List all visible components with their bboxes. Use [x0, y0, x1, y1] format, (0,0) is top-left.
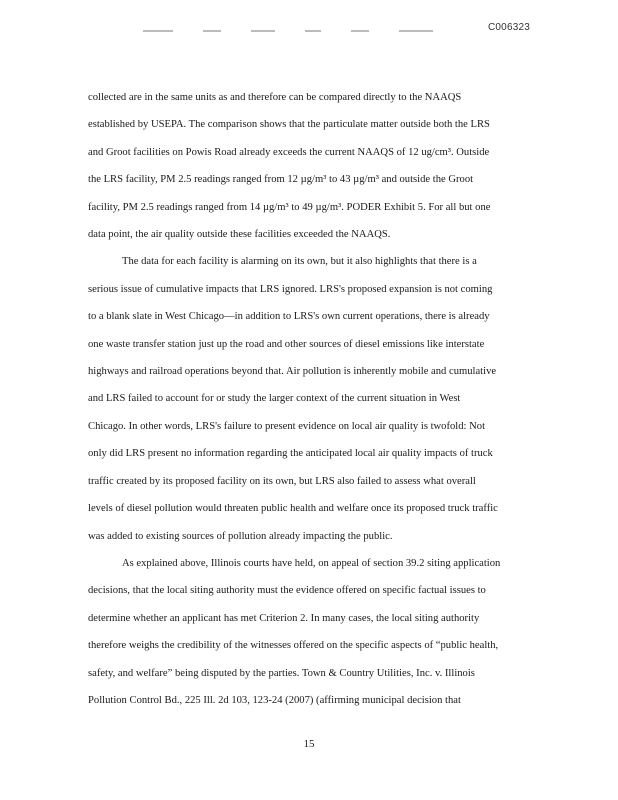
text-line: decisions, that the local siting authority must the evidence offered on specific factual issues to	[88, 585, 486, 597]
text-line: one waste transfer station just up the road and other sources of diesel emissions like interstate	[88, 338, 485, 350]
text-line: to a blank slate in West Chicago—in addition to LRS's own current operations, there is already	[88, 311, 490, 323]
header-mark	[143, 30, 173, 32]
text-line: determine whether an applicant has met Criterion 2. In many cases, the local siting authority	[88, 612, 480, 624]
header-mark	[251, 30, 275, 32]
document-body	[88, 84, 540, 714]
header-mark	[399, 30, 433, 32]
page-number: 15	[303, 738, 315, 750]
text-line: facility, PM 2.5 readings ranged from 14 µg/m³ to 49 µg/m³. PODER Exhibit 5. For all but one	[88, 201, 491, 213]
text-line: established by USEPA. The comparison shows that the particulate matter outside both the LRS	[88, 119, 490, 131]
text-line: and Groot facilities on Powis Road already exceeds the current NAAQS of 12 ug/cm³. Outside	[88, 146, 490, 158]
paragraph	[88, 550, 540, 714]
text-line: therefore weighs the credibility of the witnesses offered on the specific aspects of “public health,	[88, 640, 499, 652]
bates-number: C006323	[488, 22, 530, 33]
text-line: the LRS facility, PM 2.5 readings ranged from 12 µg/m³ to 43 µg/m³ and outside the Groot	[88, 174, 474, 186]
text-line: collected are in the same units as and therefore can be compared directly to the NAAQS	[88, 92, 462, 103]
text-line: only did LRS present no information regarding the anticipated local air quality impacts of truck	[88, 448, 493, 460]
text-line: As explained above, Illinois courts have held, on appeal of section 39.2 siting application	[122, 557, 501, 569]
text-line: serious issue of cumulative impacts that LRS ignored. LRS's proposed expansion is not coming	[88, 283, 493, 295]
paragraph	[88, 248, 540, 549]
paragraph	[88, 84, 540, 248]
text-line: highways and railroad operations beyond that. Air pollution is inherently mobile and cumulative	[88, 366, 497, 378]
text-line: Pollution Control Bd., 225 Ill. 2d 103, 123-24 (2007) (affirming municipal decision that	[88, 694, 461, 706]
header-mark	[305, 30, 321, 32]
text-line: levels of diesel pollution would threaten public health and welfare once its proposed truck traffic	[88, 503, 498, 515]
text-line: safety, and welfare” being disputed by the parties. Town & Country Utilities, Inc. v. Illinois	[88, 667, 475, 679]
header-mark	[203, 30, 221, 32]
header-marks	[143, 30, 433, 32]
text-line: The data for each facility is alarming on its own, but it also highlights that there is a	[122, 256, 477, 268]
text-line: data point, the air quality outside these facilities exceeded the NAAQS.	[88, 229, 391, 241]
header-mark	[351, 30, 369, 32]
text-line: traffic created by its proposed facility on its own, but LRS also failed to assess what overall	[88, 475, 476, 487]
text-line: Chicago. In other words, LRS's failure to present evidence on local air quality is twofold: Not	[88, 420, 486, 432]
text-line: was added to existing sources of pollution already impacting the public.	[88, 530, 393, 542]
text-line: and LRS failed to account for or study the larger context of the current situation in West	[88, 393, 461, 405]
